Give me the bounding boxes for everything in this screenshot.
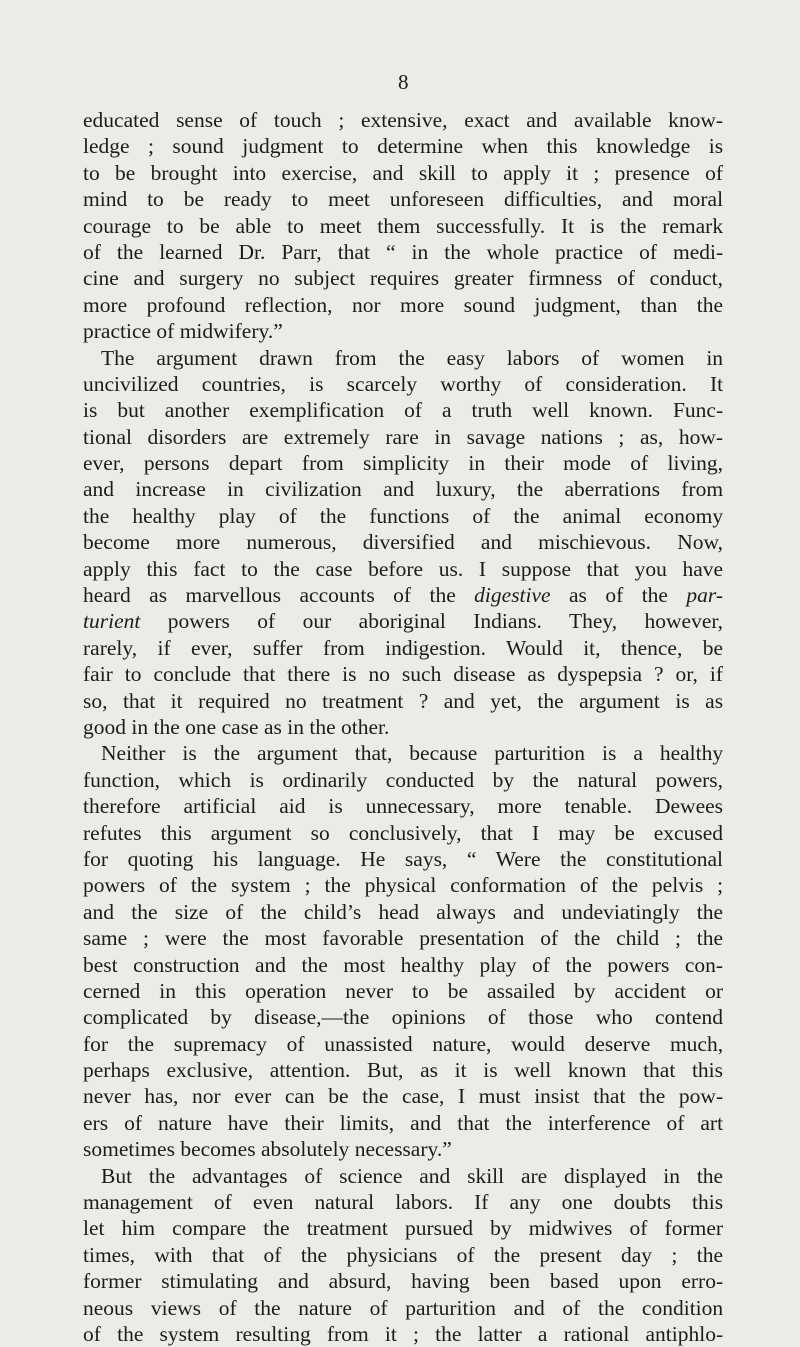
text-line: complicated by disease,—the opinions of those who contend bbox=[83, 1005, 724, 1030]
text-line: tional disorders are extremely rare in savage nations ; as, how- bbox=[83, 424, 724, 449]
text-line: rarely, if ever, suffer from indigestion. Would it, thence, be bbox=[83, 635, 724, 660]
text-line: ever, persons depart from simplicity in their mode of living, bbox=[83, 451, 724, 476]
text-line: and the size of the child’s head always and undeviatingly the bbox=[83, 899, 724, 924]
text-line: sometimes becomes absolutely necessary.” bbox=[83, 1137, 452, 1162]
text-line: courage to be able to meet them successfully. It is the remark bbox=[83, 213, 724, 238]
page-number: 8 bbox=[398, 70, 409, 94]
text-line: turient powers of our aboriginal Indians. They, however, bbox=[83, 609, 724, 634]
text-line: of the learned Dr. Parr, that “ in the whole practice of medi- bbox=[83, 239, 724, 264]
text-line: practice of midwifery.” bbox=[83, 319, 283, 344]
text-line: for the supremacy of unassisted nature, would deserve much, bbox=[83, 1031, 724, 1056]
text-line: powers of the system ; the physical conformation of the pelvis ; bbox=[83, 873, 724, 898]
text-line: apply this fact to the case before us. I suppose that you have bbox=[83, 556, 724, 581]
text-line: good in the one case as in the other. bbox=[83, 714, 390, 739]
text-line: the healthy play of the functions of the animal economy bbox=[83, 503, 724, 528]
text-line: same ; were the most favorable presentation of the child ; the bbox=[83, 926, 724, 951]
text-line: best construction and the most healthy play of the powers con- bbox=[83, 952, 724, 977]
text-line: ers of nature have their limits, and that the interference of art bbox=[83, 1110, 724, 1135]
text-line: educated sense of touch ; extensive, exact and available know- bbox=[83, 108, 724, 132]
text-line: to be brought into exercise, and skill to apply it ; presence of bbox=[83, 160, 724, 185]
text-line: Neither is the argument that, because parturition is a healthy bbox=[101, 741, 724, 766]
text-line: former stimulating and absurd, having been based upon erro- bbox=[83, 1269, 724, 1294]
text-line: cerned in this operation never to be assailed by accident or bbox=[83, 978, 724, 1003]
text-line: let him compare the treatment pursued by midwives of former bbox=[83, 1216, 724, 1241]
text-line: never has, nor ever can be the case, I must insist that the pow- bbox=[83, 1084, 724, 1109]
body-text bbox=[83, 107, 723, 1347]
text-line: mind to be ready to meet unforeseen difficulties, and moral bbox=[83, 187, 724, 212]
text-line: and increase in civilization and luxury, the aberrations from bbox=[83, 477, 724, 502]
text-line: times, with that of the physicians of the present day ; the bbox=[83, 1242, 723, 1267]
text-line: become more numerous, diversified and mischievous. Now, bbox=[83, 530, 724, 555]
text-line: ledge ; sound judgment to determine when this knowledge is bbox=[83, 134, 724, 159]
text-line: The argument drawn from the easy labors of women in bbox=[101, 345, 724, 370]
text-line: perhaps exclusive, attention. But, as it is well known that this bbox=[83, 1058, 724, 1083]
text-line: neous views of the nature of parturition and of the condition bbox=[83, 1295, 724, 1320]
text-line: for quoting his language. He says, “ Were the constitutional bbox=[83, 846, 724, 871]
text-line: management of even natural labors. If any one doubts this bbox=[83, 1190, 724, 1215]
text-line: heard as marvellous accounts of the digestive as of the par- bbox=[83, 583, 724, 608]
text-line: is but another exemplification of a truth well known. Func- bbox=[83, 398, 724, 423]
text-line: of the system resulting from it ; the latter a rational antiphlo- bbox=[83, 1321, 724, 1346]
text-line: refutes this argument so conclusively, that I may be excused bbox=[83, 820, 724, 845]
text-line: more profound reflection, nor more sound judgment, than the bbox=[83, 292, 724, 317]
text-line: But the advantages of science and skill are displayed in the bbox=[101, 1163, 724, 1188]
text-line: cine and surgery no subject requires greater firmness of conduct, bbox=[83, 266, 724, 291]
text-line: so, that it required no treatment ? and yet, the argument is as bbox=[83, 688, 724, 713]
text-line: function, which is ordinarily conducted by the natural powers, bbox=[83, 767, 724, 792]
text-line: fair to conclude that there is no such disease as dyspepsia ? or, if bbox=[83, 662, 723, 687]
text-line: therefore artificial aid is unnecessary, more tenable. Dewees bbox=[83, 794, 724, 819]
text-line: uncivilized countries, is scarcely worthy of consideration. It bbox=[83, 371, 724, 396]
